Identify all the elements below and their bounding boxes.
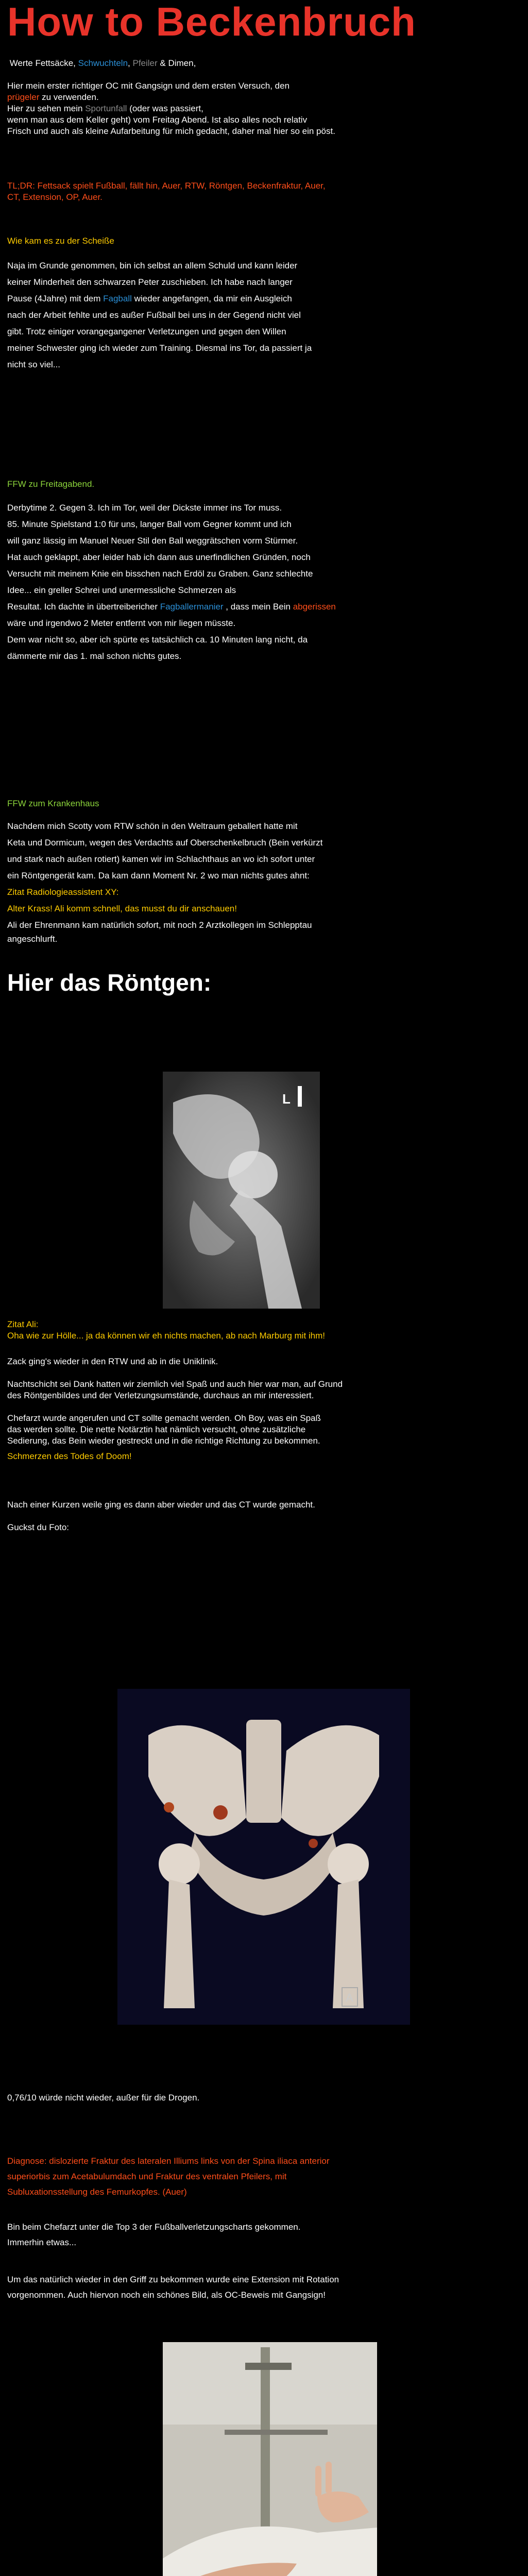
ct-marker: A	[346, 1991, 353, 2004]
rating: 0,76/10 würde nicht wieder, außer für die Drogen.	[7, 2093, 200, 2103]
section-heading: FFW zum Krankenhaus	[7, 799, 99, 808]
greeting: Werte Fettsäcke, Schwuchteln, Pfeiler & Dimen,	[9, 58, 196, 68]
section-body: Um das natürlich wieder in den Griff zu bekommen wurde eine Extension mit Rotation vorgenommen. Auch hiervon noch ein schönes Bild, als OC-Beweis mit Gangsign!	[7, 2275, 339, 2300]
intro-line: Hier zu sehen mein Sportunfall (oder was passiert,	[7, 104, 203, 113]
intro-line: prügeler zu verwenden.	[7, 92, 99, 102]
ct-drawing	[117, 1689, 410, 2025]
page-title: How to Beckenbruch	[7, 0, 416, 44]
section-body: Naja im Grunde genommen, bin ich selbst an allem Schuld und kann leider keiner Minderheit den schwarzen Peter zuschieben. Ich habe nach langer Pause (4Jahre) mit dem Fagball wieder angefangen, da mir ein Ausgleich nach der Arbeit fehlte und es außer Fußball bei uns in der Gegend nicht viel gibt. Trotz einiger vorangegangener Verletzungen und gegen den Willen meiner Schwester ging ich wieder zum Training. Diesmal ins Tor, da passiert ja nicht so viel...	[7, 261, 312, 369]
link-fagball[interactable]: Fagball	[103, 294, 132, 303]
intro-line: wenn man aus dem Keller geht) vom Freitag Abend. Ist also alles noch relativ	[7, 115, 308, 125]
quote-label: Zitat Ali:	[7, 1319, 39, 1329]
intro-block	[7, 58, 517, 137]
xray-side-marker: L	[282, 1091, 291, 1107]
link-schwuchteln[interactable]: Schwuchteln	[78, 58, 128, 68]
intro-line: Hier mein erster richtiger OC mit Gangsign und dem ersten Versuch, den	[7, 81, 290, 91]
section-heading: FFW zu Freitagabend.	[7, 479, 95, 489]
tldr: TL;DR: Fettsack spielt Fußball, fällt hin, Auer, RTW, Röntgen, Beckenfraktur, Auer, CT, Extension, OP, Auer.	[7, 181, 326, 202]
xray-drawing	[163, 1072, 320, 1309]
xray-heading: Hier das Röntgen:	[7, 969, 212, 996]
ct-image	[117, 1689, 410, 2025]
link-fagballermanier[interactable]: Fagballermanier	[160, 602, 224, 612]
extension-photo	[163, 2342, 377, 2576]
link-pruegeler[interactable]: prügeler	[7, 92, 40, 102]
link-pfeiler[interactable]: Pfeiler	[132, 58, 158, 68]
section-heading: Wie kam es zu der Scheiße	[7, 236, 114, 246]
quote-text: Oha wie zur Hölle... ja da können wir eh nichts machen, ab nach Marburg mit ihm!	[7, 1331, 326, 1341]
quote-text: Alter Krass! Ali komm schnell, das musst du dir anschauen!	[7, 904, 237, 913]
section-body: Bin beim Chefarzt unter die Top 3 der Fußballverletzungscharts gekommen. Immerhin etwas...	[7, 2222, 301, 2247]
section-body: Nach einer Kurzen weile ging es dann aber wieder und das CT wurde gemacht. Guckst du Foto:	[7, 1500, 315, 1532]
section-body: Zack ging's wieder in den RTW und ab in die Uniklinik. Nachtschicht sei Dank hatten wir ziemlich viel Spaß und auch hier war man, auf Grund des Röntgenbildes und der Verletzungsumstände, durchaus an mir interessiert. Chefarzt wurde angerufen und CT sollte gemacht werden. Oh Boy, was ein Spaß das werden sollte. Die nette Notärztin hat nämlich versucht, ohne zusätzliche Sedierung, das Bein wieder gestreckt und in die richtige Richtung zu bekommen. Schmerzen des Todes of Doom!	[7, 1356, 517, 1462]
quote-block	[7, 1319, 517, 1342]
diagnosis: Diagnose: dislozierte Fraktur des lateralen Illiums links von der Spina iliaca anterior superiorbis zum Acetabulumdach und Fraktur des ventralen Pfeilers, mit Subluxationsstellung des Femurkopfes. (Auer)	[7, 2156, 330, 2197]
quote-label: Zitat Radiologieassistent XY:	[7, 887, 119, 897]
section-body: Nachdem mich Scotty vom RTW schön in den Weltraum geballert hatte mit Keta und Dormicum, wegen des Verdachts auf Oberschenkelbruch (Bein verkürzt und stark nach außen rotiert) kamen wir im Schlachthaus an wo ich sofort unter ein Röntgengerät kam. Da kam dann Moment Nr. 2 wo man nichts gutes ahnt: Zitat Radiologieassistent XY: Alter Krass! Ali komm schnell, das musst du dir anschauen! Ali der Ehrenmann kam natürlich sofort, mit noch 2 Arztkollegen im Schlepptau angeschlurft.	[7, 818, 517, 945]
link-abgerissen[interactable]: abgerissen	[293, 602, 336, 612]
xray-image	[163, 1072, 320, 1309]
intro-line: Frisch und auch als kleine Aufarbeitung für mich gedacht, daher mal hier so ein pöst.	[7, 126, 335, 136]
section-body: Derbytime 2. Gegen 3. Ich im Tor, weil der Dickste immer ins Tor muss. 85. Minute Spielstand 1:0 für uns, langer Ball vom Gegner kommt und ich will ganz lässig im Manuel Neuer Stil den Ball weggrätschen vorm Stürmer. Hat auch geklappt, aber leider hab ich dann aus unerfindlichen Gründen, noch Versucht mit meinem Knie ein bisschen nach Erdöl zu Graben. Ganz schlechte Idee... ein greller Schrei und unermessliche Schmerzen als Resultat. Ich dachte in übertreibericher Fagballermanier , dass mein Bein abgerissen wäre und irgendwo 2 Meter entfernt von mir liegen müsste. Dem war nicht so, aber ich spürte es tatsächlich ca. 10 Minuten lang nicht, da dämmerte mir das 1. mal schon nichts gutes.	[7, 503, 336, 661]
pain-line: Schmerzen des Todes of Doom!	[7, 1451, 132, 1461]
extension-drawing	[163, 2342, 377, 2576]
link-sportunfall[interactable]: Sportunfall	[85, 104, 127, 113]
